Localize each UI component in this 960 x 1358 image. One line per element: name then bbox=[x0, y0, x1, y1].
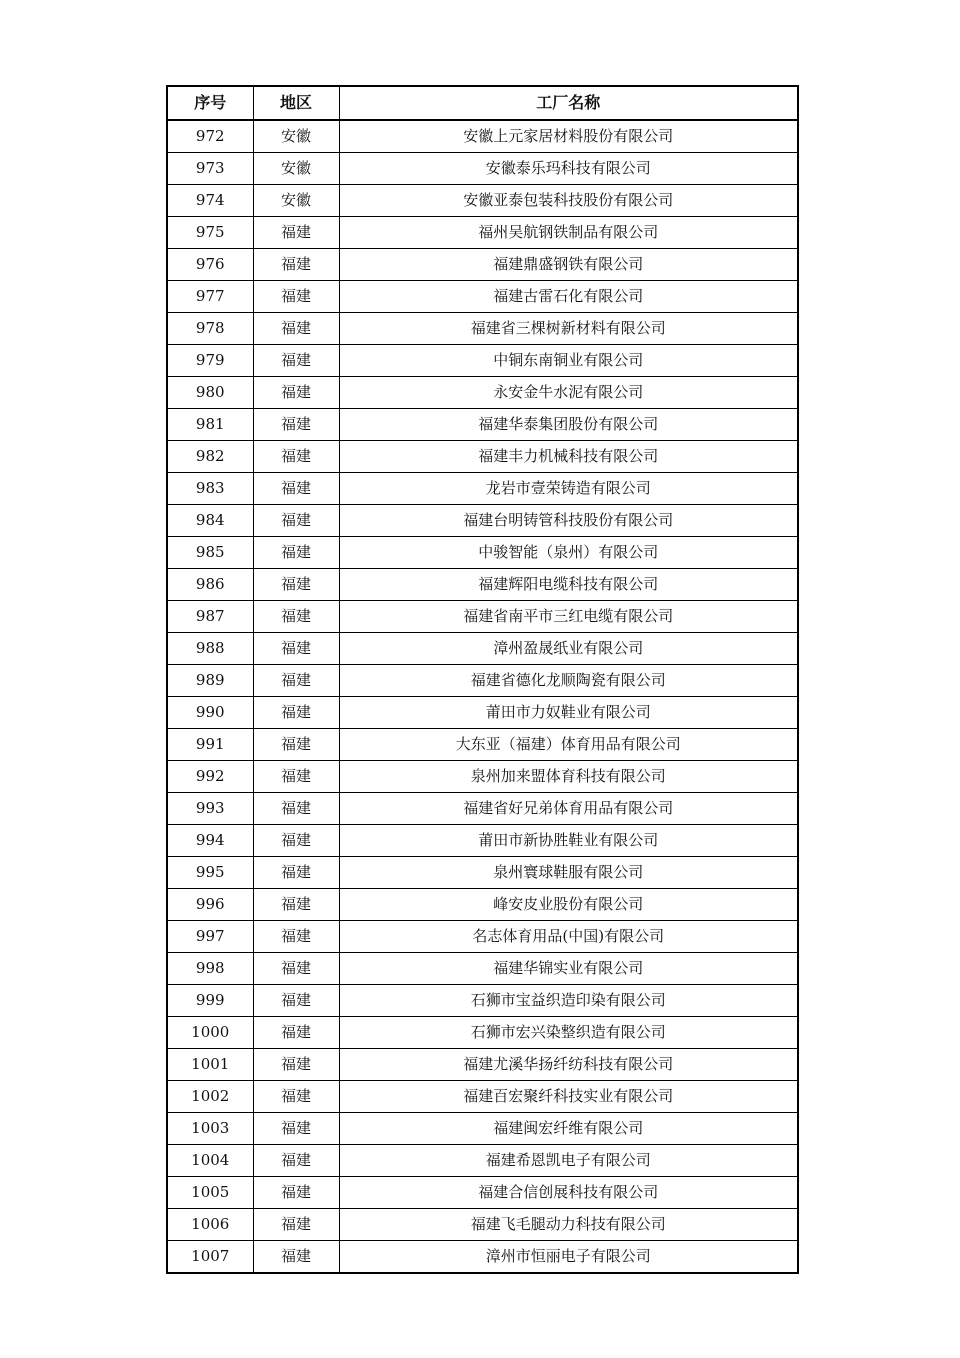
table-row bbox=[167, 793, 798, 825]
cell-sequence: 973 bbox=[167, 153, 253, 185]
table-row bbox=[167, 217, 798, 249]
table-row bbox=[167, 569, 798, 601]
cell-factory-name: 莆田市力奴鞋业有限公司 bbox=[339, 697, 798, 729]
cell-sequence: 989 bbox=[167, 665, 253, 697]
cell-region: 福建 bbox=[253, 1177, 339, 1209]
cell-factory-name: 永安金牛水泥有限公司 bbox=[339, 377, 798, 409]
cell-factory-name: 福建百宏聚纤科技实业有限公司 bbox=[339, 1081, 798, 1113]
cell-region: 福建 bbox=[253, 345, 339, 377]
cell-region: 福建 bbox=[253, 569, 339, 601]
table-row bbox=[167, 697, 798, 729]
table-row bbox=[167, 345, 798, 377]
cell-factory-name: 安徽亚泰包装科技股份有限公司 bbox=[339, 185, 798, 217]
table-row bbox=[167, 1145, 798, 1177]
table-row bbox=[167, 505, 798, 537]
cell-factory-name: 福建华泰集团股份有限公司 bbox=[339, 409, 798, 441]
table-row bbox=[167, 473, 798, 505]
table-row bbox=[167, 377, 798, 409]
table-header-row bbox=[167, 86, 798, 120]
cell-region: 福建 bbox=[253, 1049, 339, 1081]
cell-sequence: 991 bbox=[167, 729, 253, 761]
cell-region: 福建 bbox=[253, 1209, 339, 1241]
table-row bbox=[167, 153, 798, 185]
cell-sequence: 976 bbox=[167, 249, 253, 281]
cell-sequence: 1005 bbox=[167, 1177, 253, 1209]
cell-factory-name: 龙岩市壹荣铸造有限公司 bbox=[339, 473, 798, 505]
cell-sequence: 995 bbox=[167, 857, 253, 889]
cell-sequence: 1002 bbox=[167, 1081, 253, 1113]
table-row bbox=[167, 1049, 798, 1081]
cell-sequence: 975 bbox=[167, 217, 253, 249]
cell-region: 福建 bbox=[253, 601, 339, 633]
cell-factory-name: 福建希恩凯电子有限公司 bbox=[339, 1145, 798, 1177]
cell-sequence: 988 bbox=[167, 633, 253, 665]
table-row bbox=[167, 441, 798, 473]
column-header-factory-name: 工厂名称 bbox=[339, 86, 798, 120]
table-row bbox=[167, 857, 798, 889]
table-row bbox=[167, 665, 798, 697]
table-row bbox=[167, 1017, 798, 1049]
cell-factory-name: 峰安皮业股份有限公司 bbox=[339, 889, 798, 921]
cell-factory-name: 名志体育用品(中国)有限公司 bbox=[339, 921, 798, 953]
cell-factory-name: 福建省三棵树新材料有限公司 bbox=[339, 313, 798, 345]
table-header bbox=[167, 86, 798, 120]
cell-factory-name: 大东亚（福建）体育用品有限公司 bbox=[339, 729, 798, 761]
cell-factory-name: 泉州加来盟体育科技有限公司 bbox=[339, 761, 798, 793]
cell-factory-name: 福建省德化龙顺陶瓷有限公司 bbox=[339, 665, 798, 697]
table-row bbox=[167, 825, 798, 857]
cell-sequence: 997 bbox=[167, 921, 253, 953]
table-row bbox=[167, 537, 798, 569]
column-header-region: 地区 bbox=[253, 86, 339, 120]
cell-sequence: 1006 bbox=[167, 1209, 253, 1241]
cell-factory-name: 福建台明铸管科技股份有限公司 bbox=[339, 505, 798, 537]
cell-sequence: 1003 bbox=[167, 1113, 253, 1145]
cell-factory-name: 石狮市宝益织造印染有限公司 bbox=[339, 985, 798, 1017]
cell-factory-name: 福建华锦实业有限公司 bbox=[339, 953, 798, 985]
cell-sequence: 994 bbox=[167, 825, 253, 857]
table-row bbox=[167, 985, 798, 1017]
factory-list-table bbox=[166, 85, 799, 1274]
table-row bbox=[167, 889, 798, 921]
cell-region: 福建 bbox=[253, 633, 339, 665]
cell-sequence: 992 bbox=[167, 761, 253, 793]
table-row bbox=[167, 601, 798, 633]
table-row bbox=[167, 185, 798, 217]
table-row bbox=[167, 953, 798, 985]
cell-region: 福建 bbox=[253, 505, 339, 537]
cell-region: 福建 bbox=[253, 665, 339, 697]
cell-region: 安徽 bbox=[253, 120, 339, 153]
cell-sequence: 980 bbox=[167, 377, 253, 409]
cell-factory-name: 福建辉阳电缆科技有限公司 bbox=[339, 569, 798, 601]
table-row bbox=[167, 1113, 798, 1145]
cell-region: 安徽 bbox=[253, 153, 339, 185]
cell-sequence: 1004 bbox=[167, 1145, 253, 1177]
cell-factory-name: 福建丰力机械科技有限公司 bbox=[339, 441, 798, 473]
cell-sequence: 1000 bbox=[167, 1017, 253, 1049]
cell-region: 福建 bbox=[253, 985, 339, 1017]
table-row bbox=[167, 249, 798, 281]
factory-table-container bbox=[166, 85, 797, 1274]
cell-factory-name: 福建古雷石化有限公司 bbox=[339, 281, 798, 313]
cell-region: 福建 bbox=[253, 889, 339, 921]
cell-factory-name: 莆田市新协胜鞋业有限公司 bbox=[339, 825, 798, 857]
cell-region: 福建 bbox=[253, 921, 339, 953]
cell-region: 福建 bbox=[253, 1113, 339, 1145]
table-row bbox=[167, 1209, 798, 1241]
cell-factory-name: 中骏智能（泉州）有限公司 bbox=[339, 537, 798, 569]
cell-region: 福建 bbox=[253, 825, 339, 857]
table-row bbox=[167, 921, 798, 953]
cell-sequence: 1007 bbox=[167, 1241, 253, 1274]
cell-factory-name: 安徽泰乐玛科技有限公司 bbox=[339, 153, 798, 185]
table-row bbox=[167, 120, 798, 153]
cell-region: 福建 bbox=[253, 441, 339, 473]
cell-region: 福建 bbox=[253, 281, 339, 313]
cell-region: 福建 bbox=[253, 729, 339, 761]
cell-factory-name: 福建省南平市三红电缆有限公司 bbox=[339, 601, 798, 633]
cell-sequence: 996 bbox=[167, 889, 253, 921]
cell-sequence: 993 bbox=[167, 793, 253, 825]
cell-region: 安徽 bbox=[253, 185, 339, 217]
column-header-sequence: 序号 bbox=[167, 86, 253, 120]
table-row bbox=[167, 281, 798, 313]
table-row bbox=[167, 1241, 798, 1274]
cell-factory-name: 福州吴航钢铁制品有限公司 bbox=[339, 217, 798, 249]
table-row bbox=[167, 633, 798, 665]
cell-factory-name: 泉州寰球鞋服有限公司 bbox=[339, 857, 798, 889]
table-body bbox=[167, 120, 798, 1273]
cell-sequence: 978 bbox=[167, 313, 253, 345]
cell-region: 福建 bbox=[253, 1241, 339, 1274]
cell-region: 福建 bbox=[253, 1081, 339, 1113]
cell-factory-name: 福建鼎盛钢铁有限公司 bbox=[339, 249, 798, 281]
cell-factory-name: 福建飞毛腿动力科技有限公司 bbox=[339, 1209, 798, 1241]
cell-sequence: 990 bbox=[167, 697, 253, 729]
cell-factory-name: 漳州市恒丽电子有限公司 bbox=[339, 1241, 798, 1274]
cell-region: 福建 bbox=[253, 409, 339, 441]
cell-sequence: 986 bbox=[167, 569, 253, 601]
table-row bbox=[167, 1177, 798, 1209]
table-row bbox=[167, 1081, 798, 1113]
cell-sequence: 985 bbox=[167, 537, 253, 569]
cell-region: 福建 bbox=[253, 857, 339, 889]
cell-factory-name: 福建尤溪华扬纤纺科技有限公司 bbox=[339, 1049, 798, 1081]
cell-sequence: 998 bbox=[167, 953, 253, 985]
cell-region: 福建 bbox=[253, 953, 339, 985]
cell-sequence: 1001 bbox=[167, 1049, 253, 1081]
cell-region: 福建 bbox=[253, 313, 339, 345]
cell-region: 福建 bbox=[253, 249, 339, 281]
cell-sequence: 982 bbox=[167, 441, 253, 473]
cell-sequence: 979 bbox=[167, 345, 253, 377]
table-row bbox=[167, 761, 798, 793]
cell-factory-name: 漳州盈晟纸业有限公司 bbox=[339, 633, 798, 665]
cell-sequence: 977 bbox=[167, 281, 253, 313]
cell-factory-name: 中铜东南铜业有限公司 bbox=[339, 345, 798, 377]
cell-region: 福建 bbox=[253, 761, 339, 793]
cell-region: 福建 bbox=[253, 793, 339, 825]
cell-region: 福建 bbox=[253, 697, 339, 729]
cell-region: 福建 bbox=[253, 537, 339, 569]
cell-factory-name: 安徽上元家居材料股份有限公司 bbox=[339, 120, 798, 153]
cell-sequence: 974 bbox=[167, 185, 253, 217]
cell-sequence: 987 bbox=[167, 601, 253, 633]
table-row bbox=[167, 409, 798, 441]
cell-region: 福建 bbox=[253, 1017, 339, 1049]
cell-region: 福建 bbox=[253, 473, 339, 505]
cell-sequence: 972 bbox=[167, 120, 253, 153]
cell-region: 福建 bbox=[253, 217, 339, 249]
cell-factory-name: 石狮市宏兴染整织造有限公司 bbox=[339, 1017, 798, 1049]
table-row bbox=[167, 729, 798, 761]
cell-factory-name: 福建合信创展科技有限公司 bbox=[339, 1177, 798, 1209]
cell-region: 福建 bbox=[253, 377, 339, 409]
cell-factory-name: 福建省好兄弟体育用品有限公司 bbox=[339, 793, 798, 825]
cell-sequence: 983 bbox=[167, 473, 253, 505]
cell-sequence: 981 bbox=[167, 409, 253, 441]
table-row bbox=[167, 313, 798, 345]
cell-factory-name: 福建闽宏纤维有限公司 bbox=[339, 1113, 798, 1145]
cell-region: 福建 bbox=[253, 1145, 339, 1177]
cell-sequence: 984 bbox=[167, 505, 253, 537]
cell-sequence: 999 bbox=[167, 985, 253, 1017]
